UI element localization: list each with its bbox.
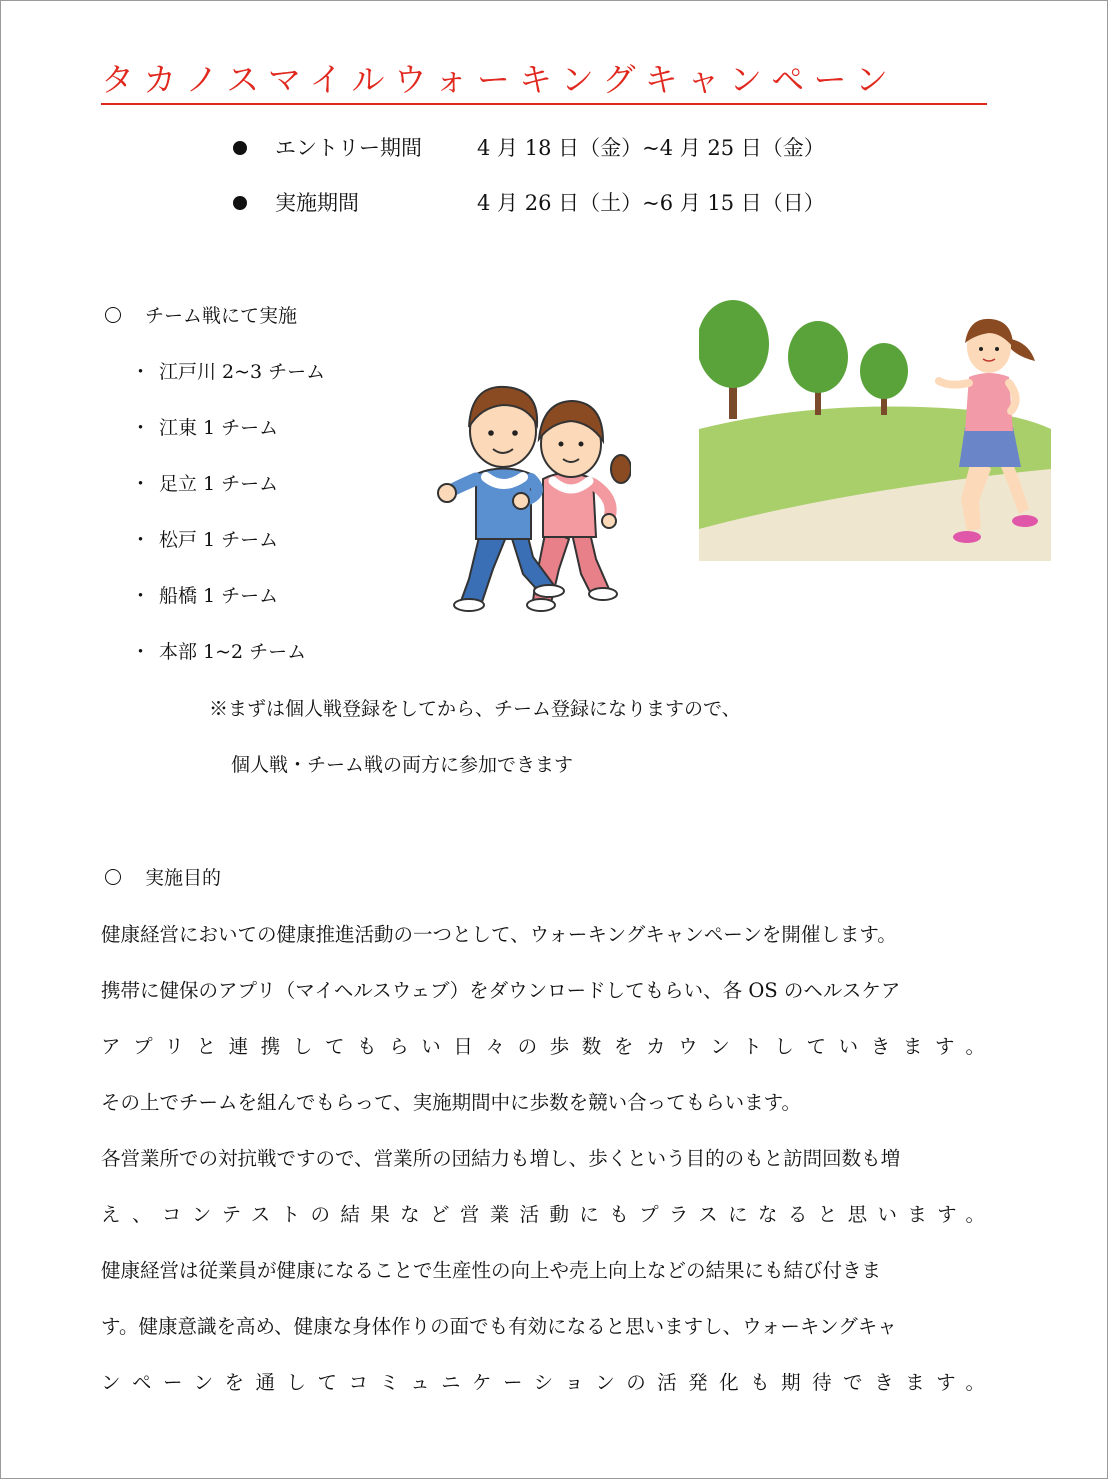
purpose-text-line: す。健康意識を高め、健康な身体作りの面でも有効になると思いますし、ウォーキングキャ [101, 1315, 897, 1338]
bullet-icon [233, 141, 247, 155]
period-value: 4 月 26 日（土）~6 月 15 日（日） [477, 191, 825, 215]
team-note-line: 個人戦・チーム戦の両方に参加できます [231, 754, 574, 776]
circle-bullet-icon [105, 307, 121, 323]
period-label: エントリー期間 [275, 136, 422, 160]
team-list-item: ・ 江戸川 2~3 チーム [131, 361, 326, 383]
purpose-text-line: 健康経営は従業員が健康になることで生産性の向上や売上向上などの結果にも結び付きま [101, 1259, 882, 1282]
purpose-text-line: 各営業所での対抗戦ですので、営業所の団結力も増し、歩くという目的のもと訪問回数も増 [101, 1147, 901, 1170]
team-list-item: ・ 船橋 1 チーム [131, 585, 279, 607]
team-list-item: ・ 本部 1~2 チーム [131, 641, 307, 663]
purpose-text-line: 携帯に健保のアプリ（マイヘルスウェブ）をダウンロードしてもらい、各 OS のヘルスケア [101, 979, 901, 1002]
purpose-text-line: その上でチームを組んでもらって、実施期間中に歩数を競い合ってもらいます。 [101, 1091, 802, 1114]
period-value: 4 月 18 日（金）~4 月 25 日（金） [477, 136, 825, 160]
period-label: 実施期間 [275, 191, 359, 215]
purpose-text-line: ンペーンを通してコミュニケーションの活発化も期待できます。 [101, 1371, 985, 1394]
walking-couple-illustration [431, 379, 631, 621]
purpose-text-line: アプリと連携してもらい日々の歩数をカウントしていきます。 [101, 1035, 985, 1058]
team-section-heading: チーム戦にて実施 [105, 302, 297, 330]
page-title: タカノスマイルウォーキングキャンペーン [101, 59, 987, 105]
team-list-item: ・ 松戸 1 チーム [131, 529, 279, 551]
purpose-text-line: 健康経営においての健康推進活動の一つとして、ウォーキングキャンペーンを開催します。 [101, 923, 897, 946]
team-list-item: ・ 江東 1 チーム [131, 417, 279, 439]
bullet-icon [233, 196, 247, 210]
purpose-text-line: え、コンテストの結果など営業活動にもプラスになると思います。 [101, 1203, 985, 1226]
team-note-line: ※まずは個人戦登録をしてから、チーム登録になりますので、 [209, 698, 741, 720]
jogging-girl-park-illustration [699, 299, 1051, 561]
team-list-item: ・ 足立 1 チーム [131, 473, 279, 495]
circle-bullet-icon [105, 869, 121, 885]
purpose-section-heading: 実施目的 [105, 864, 221, 892]
